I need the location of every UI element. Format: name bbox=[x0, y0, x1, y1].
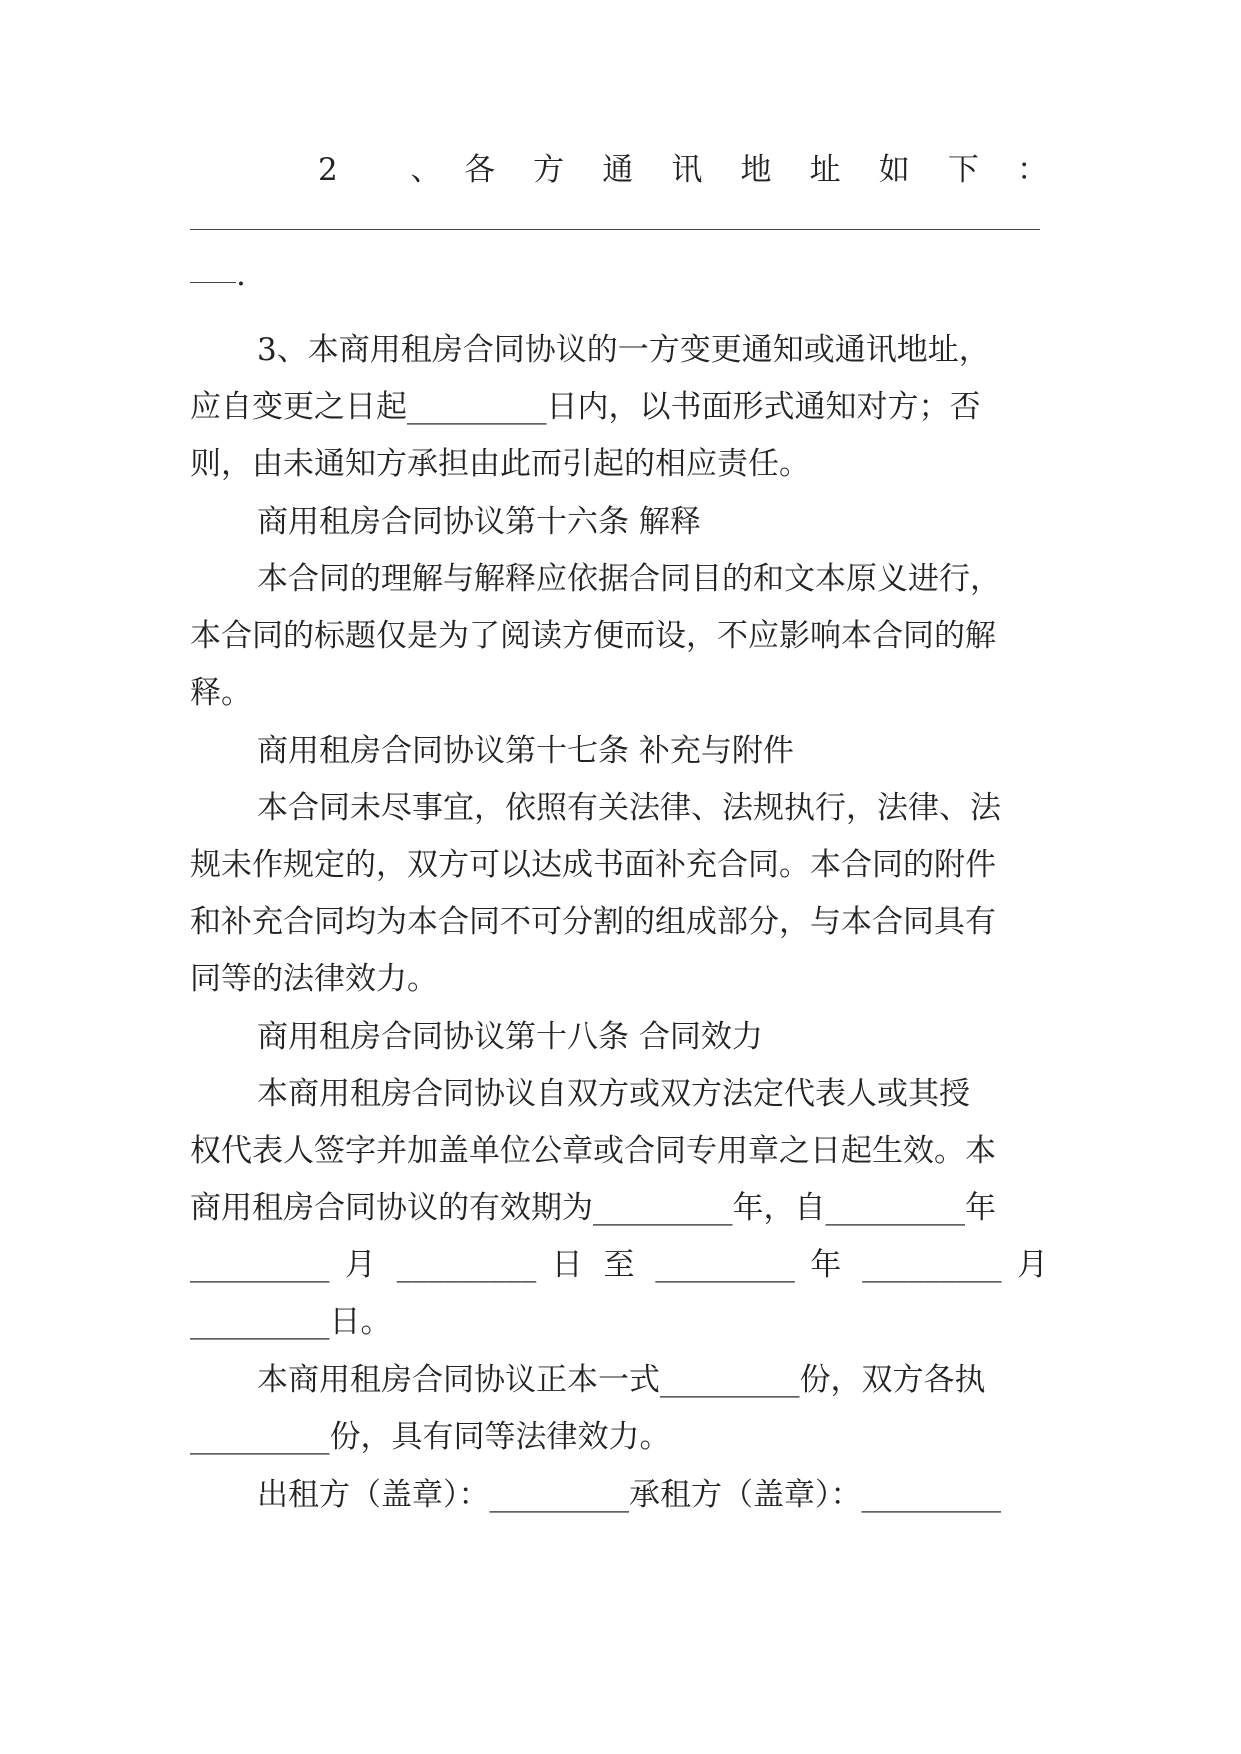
address-blank-line-end bbox=[190, 282, 236, 283]
copies-line-2: _________份，具有同等法律效力。 bbox=[190, 1419, 671, 1455]
article-18-line-5: _________日。 bbox=[190, 1304, 392, 1340]
article-18-heading: 商用租房合同协议第十八条 合同效力 bbox=[257, 1019, 763, 1055]
article-17-heading: 商用租房合同协议第十七条 补充与附件 bbox=[257, 733, 794, 769]
address-blank-line bbox=[190, 229, 1040, 230]
signature-line: 出租方（盖章）：_________承租方（盖章）：_________ bbox=[257, 1477, 1001, 1513]
article-16-line-1: 本合同的理解与解释应依据合同目的和文本原义进行， bbox=[257, 561, 1001, 597]
article-18-line-2: 权代表人签字并加盖单位公章或合同专用章之日起生效。本 bbox=[190, 1133, 996, 1169]
clause-3-line-3: 则，由未通知方承担由此而引起的相应责任。 bbox=[190, 446, 810, 482]
copies-line-1: 本商用租房合同协议正本一式_________份，双方各执 bbox=[257, 1362, 986, 1398]
article-17-line-3: 和补充合同均为本合同不可分割的组成部分，与本合同具有 bbox=[190, 904, 996, 940]
clause-3-line-1: 3、本商用租房合同协议的一方变更通知或通讯地址， bbox=[257, 332, 990, 368]
article-16-line-3: 释。 bbox=[190, 675, 252, 711]
article-18-line-3: 商用租房合同协议的有效期为_________年，自_________年 bbox=[190, 1190, 996, 1226]
article-16-heading: 商用租房合同协议第十六条 解释 bbox=[257, 504, 701, 540]
article-18-line-4: _________ 月 _________ 日 至 _________ 年 _________ 月 bbox=[190, 1247, 1048, 1283]
address-heading: 2 、 各 方 通 讯 地 址 如 下 ： bbox=[318, 152, 1048, 188]
address-end-dot: . bbox=[236, 257, 246, 293]
article-17-line-4: 同等的法律效力。 bbox=[190, 961, 438, 997]
article-17-line-1: 本合同未尽事宜，依照有关法律、法规执行，法律、法 bbox=[257, 790, 1001, 826]
clause-3-line-2: 应自变更之日起_________日内，以书面形式通知对方；否 bbox=[190, 389, 981, 425]
article-18-line-1: 本商用租房合同协议自双方或双方法定代表人或其授 bbox=[257, 1076, 970, 1112]
article-16-line-2: 本合同的标题仅是为了阅读方便而设，不应影响本合同的解 bbox=[190, 618, 996, 654]
article-17-line-2: 规未作规定的，双方可以达成书面补充合同。本合同的附件 bbox=[190, 847, 996, 883]
